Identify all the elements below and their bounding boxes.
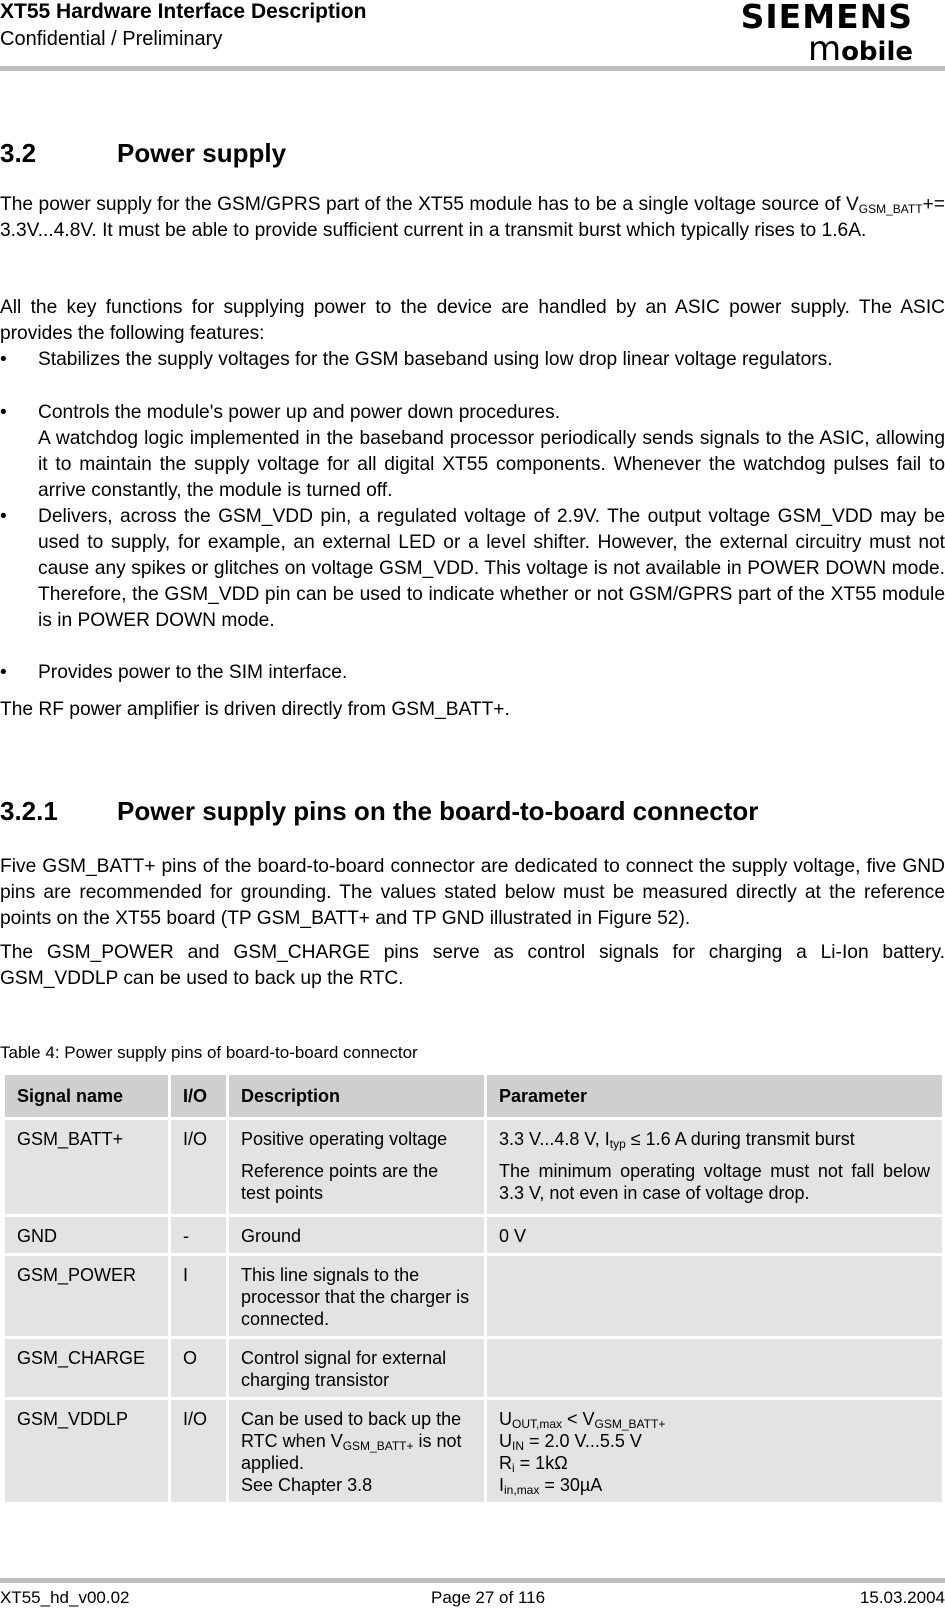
- logo-obile: obile: [841, 37, 913, 66]
- subsection-heading: [0, 796, 758, 827]
- table-row: [2, 1400, 945, 1505]
- io-cell: -: [171, 1217, 229, 1256]
- signal-name-cell: GSM_BATT+: [2, 1120, 171, 1217]
- parameter-cell: $U_{OUT,max} < V_{GSM\_BATT+}$ $U_{IN} = 2.0$ V...5.5 V $R_i = 1k\Omega$ $I_{in,max} = 30\mu A$: [487, 1400, 945, 1505]
- table-row: [2, 1217, 945, 1256]
- column-header: Parameter: [487, 1075, 945, 1120]
- table-caption: Table 4: Power supply pins of board-to-board connector: [0, 1043, 418, 1062]
- signal-name-cell: GSM_POWER: [2, 1256, 171, 1339]
- column-header: Signal name: [2, 1075, 171, 1120]
- document-title: XT55 Hardware Interface Description: [0, 0, 367, 23]
- paragraph-batt-pins: Five GSM_BATT+ pins of the board-to-board connector are dedicated to connect the supply voltage, five GND pins are recommended for grounding. The values stated below must be measured directly at the reference points on the XT55 board (TP GSM_BATT+ and TP GND illustrated in Figure 52).: [0, 856, 945, 929]
- io-cell: O: [171, 1339, 229, 1400]
- header-rule: [0, 66, 945, 71]
- power-pins-table: [2, 1075, 945, 1505]
- parameter-cell: [487, 1256, 945, 1339]
- logo-m: m: [807, 29, 842, 66]
- io-cell: I/O: [171, 1120, 229, 1217]
- siemens-mobile-logo: [705, 0, 915, 66]
- description-cell: Control signal for external charging transistor: [229, 1339, 487, 1400]
- subsection-number: 3.2.1: [0, 796, 58, 826]
- description-cell: Positive operating voltage Reference points are the test points: [229, 1120, 487, 1217]
- column-header: Description: [229, 1075, 487, 1120]
- signal-name-cell: GSM_CHARGE: [2, 1339, 171, 1400]
- footer-rule: [0, 1578, 945, 1583]
- description-cell: Can be used to back up the RTC when $V_{GSM\_BATT+}$ is not applied. See Chapter 3.8: [229, 1400, 487, 1505]
- footer-doc-id: XT55_hd_v00.02: [0, 1588, 130, 1607]
- section-title: Power supply: [117, 138, 287, 168]
- io-cell: I: [171, 1256, 229, 1339]
- footer-page-number: Page 27 of 116: [431, 1588, 546, 1607]
- paragraph-power-source: The power supply for the GSM/GPRS part of the XT55 module has to be a single voltage source of $V_{GSM\_BATT}+= 3.3V...4.8V$. It must be able to provide sufficient current in a transmit burst which typically rises to 1.6A.: [0, 194, 945, 241]
- paragraph-asic: All the key functions for supplying power to the device are handled by an ASIC power supply. The ASIC provides the following features:: [0, 297, 945, 344]
- parameter-cell: 0 V: [487, 1217, 945, 1256]
- paragraph-rf-amplifier: The RF power amplifier is driven directly from GSM_BATT+.: [0, 699, 510, 720]
- description-cell: Ground: [229, 1217, 487, 1256]
- bullet-icon: •: [0, 349, 7, 370]
- parameter-cell: 3.3 V...4.8 V, $I_{typ} \le 1.6$ A during transmit burst The minimum operating voltage must not fall below 3.3 V, not even in case of voltage drop.: [487, 1120, 945, 1217]
- table-row: [2, 1256, 945, 1339]
- section-number: 3.2: [0, 138, 37, 168]
- parameter-cell: [487, 1339, 945, 1400]
- bullet-icon: •: [0, 506, 7, 527]
- signal-name-cell: GSM_VDDLP: [2, 1400, 171, 1505]
- column-header: I/O: [171, 1075, 229, 1120]
- section-heading: [0, 138, 286, 169]
- subsection-title: Power supply pins on the board-to-board connector: [117, 796, 759, 826]
- bullet-icon: •: [0, 402, 7, 423]
- io-cell: I/O: [171, 1400, 229, 1505]
- table-row: [2, 1120, 945, 1217]
- paragraph-charge-pins: The GSM_POWER and GSM_CHARGE pins serve as control signals for charging a Li-Ion battery. GSM_VDDLP can be used to back up the RTC.: [0, 942, 945, 989]
- document-subtitle: Confidential / Preliminary: [0, 28, 223, 50]
- table-header-row: [2, 1075, 945, 1120]
- logo-brand: SIEMENS: [740, 0, 913, 36]
- signal-name-cell: GND: [2, 1217, 171, 1256]
- bullet-icon: •: [0, 662, 7, 683]
- table-row: [2, 1339, 945, 1400]
- footer-date: 15.03.2004: [859, 1588, 945, 1607]
- description-cell: This line signals to the processor that the charger is connected.: [229, 1256, 487, 1339]
